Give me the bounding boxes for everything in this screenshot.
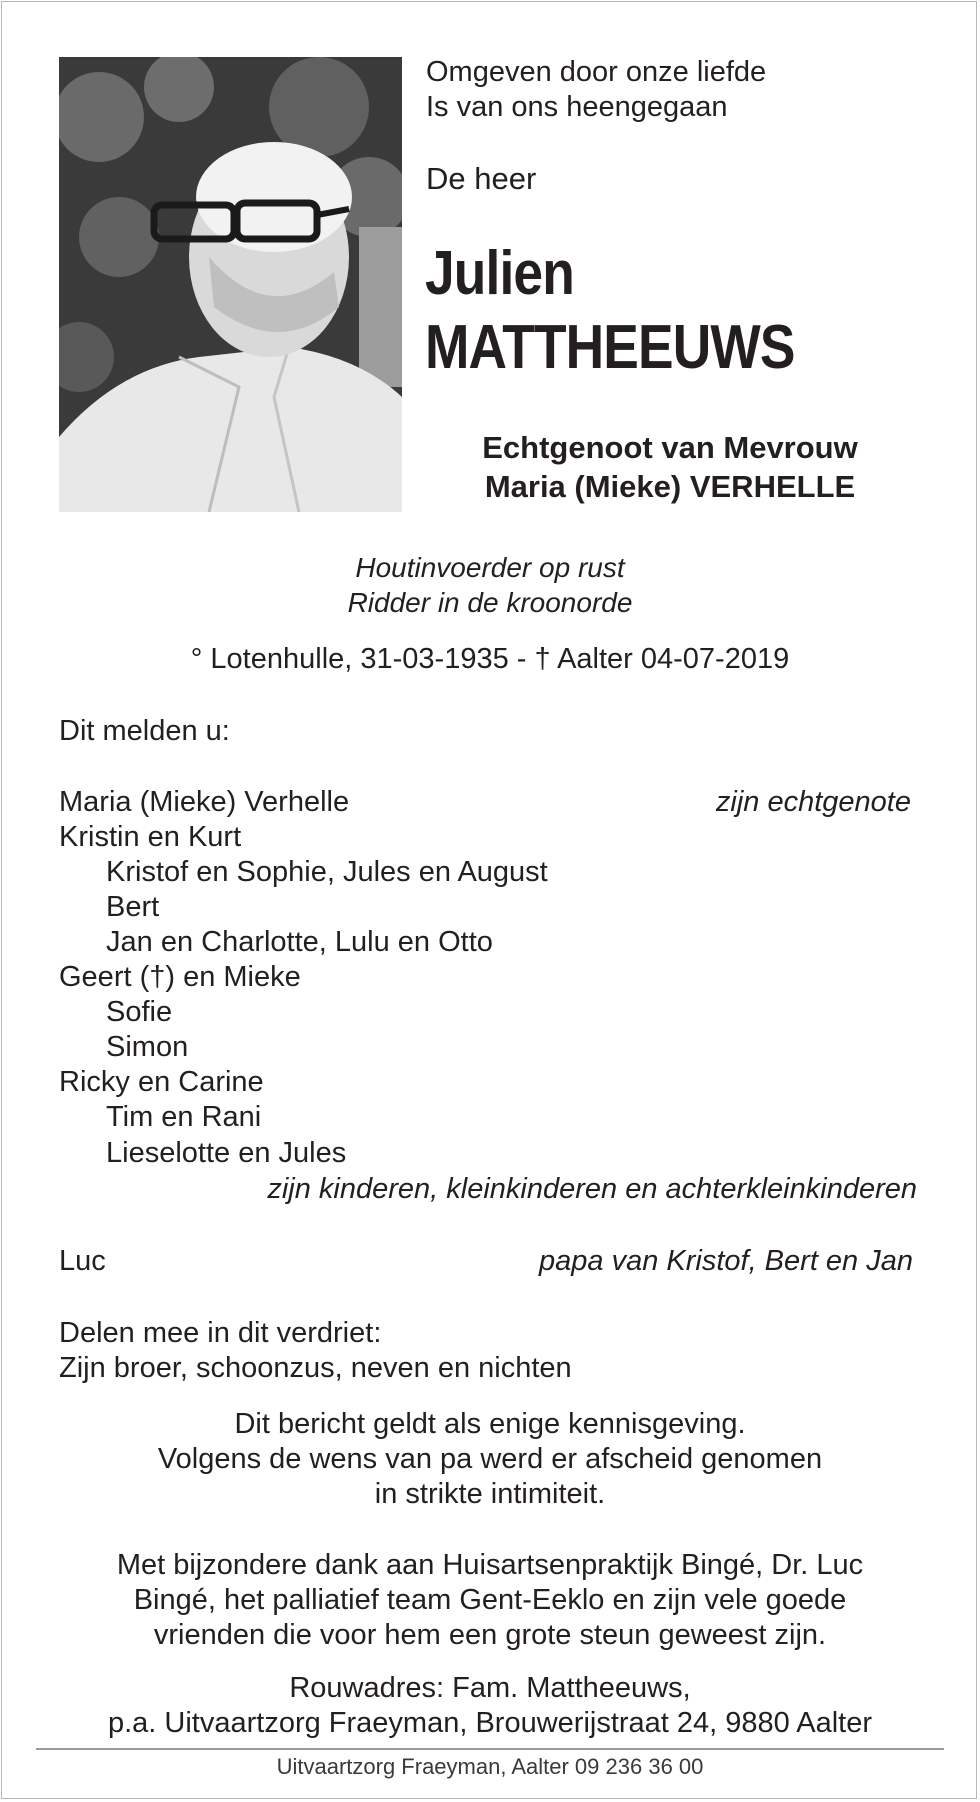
footer-divider: [36, 1748, 944, 1750]
family-member: Sofie: [106, 996, 173, 1028]
family-member: Bert: [106, 891, 160, 923]
last-name: MATTHEEUWS: [425, 313, 795, 382]
family-member: Ricky en Carine: [59, 1066, 264, 1098]
honors-block: [0, 550, 980, 620]
share-line-2: Zijn broer, schoonzus, neven en nichten: [59, 1352, 572, 1384]
first-name: Julien: [425, 239, 574, 308]
share-line-1: Delen mee in dit verdriet:: [59, 1317, 382, 1349]
honors-line-2: Ridder in de kroonorde: [347, 587, 633, 618]
intro-line-1: Omgeven door onze liefde: [426, 56, 767, 88]
spouse-block: [404, 428, 936, 506]
family-member: Jan en Charlotte, Lulu en Otto: [106, 926, 493, 958]
family-member: Tim en Rani: [106, 1101, 262, 1133]
intro-text: [426, 55, 766, 125]
family-member: Geert (†) en Mieke: [59, 961, 301, 993]
honorific: De heer: [426, 161, 537, 196]
footer-text: Uitvaartzorg Fraeyman, Aalter 09 236 36 00: [276, 1754, 704, 1779]
thanks-line-2: Bingé, het palliatief team Gent-Eeklo en zijn vele goede: [133, 1584, 847, 1616]
notice-block: [0, 1407, 980, 1512]
deceased-name: [425, 237, 795, 385]
family-luc-role: papa van Kristof, Bert en Jan: [539, 1245, 913, 1277]
intro-line-2: Is van ons heengegaan: [426, 91, 728, 123]
family-luc: Luc: [59, 1245, 106, 1277]
thanks-line-1: Met bijzondere dank aan Huisartsenpraktijk Bingé, Dr. Luc: [116, 1549, 864, 1581]
family-member: Kristof en Sophie, Jules en August: [106, 856, 548, 888]
family-wife-role: zijn echtgenote: [715, 786, 911, 818]
birth-death-dates: ° Lotenhulle, 31-03-1935 - † Aalter 04-07-2019: [190, 643, 790, 675]
announce-text: Dit melden u:: [59, 715, 230, 747]
address-line-1: Rouwadres: Fam. Mattheeuws,: [289, 1672, 691, 1704]
family-member: Lieselotte en Jules: [106, 1137, 347, 1169]
family-member: Kristin en Kurt: [59, 821, 242, 853]
family-wife: Maria (Mieke) Verhelle: [59, 786, 350, 818]
notice-line-3: in strikte intimiteit.: [374, 1478, 606, 1510]
notice-line-2: Volgens de wens van pa werd er afscheid genomen: [157, 1443, 823, 1475]
honors-line-1: Houtinvoerder op rust: [355, 552, 625, 583]
thanks-line-3: vrienden die voor hem een grote steun geweest zijn.: [153, 1619, 827, 1651]
spouse-line-1: Echtgenoot van Mevrouw: [482, 430, 858, 465]
notice-line-1: Dit bericht geldt als enige kennisgeving.: [234, 1408, 746, 1440]
family-kids-role: zijn kinderen, kleinkinderen en achterkleinkinderen: [267, 1173, 917, 1205]
portrait-photo: [59, 57, 402, 512]
address-line-2: p.a. Uitvaartzorg Fraeyman, Brouwerijstraat 24, 9880 Aalter: [107, 1707, 873, 1739]
thanks-block: [0, 1548, 980, 1653]
family-member: Simon: [106, 1031, 189, 1063]
address-block: [0, 1671, 980, 1741]
spouse-line-2: Maria (Mieke) VERHELLE: [484, 469, 856, 504]
portrait-photo-icon: [59, 57, 402, 512]
